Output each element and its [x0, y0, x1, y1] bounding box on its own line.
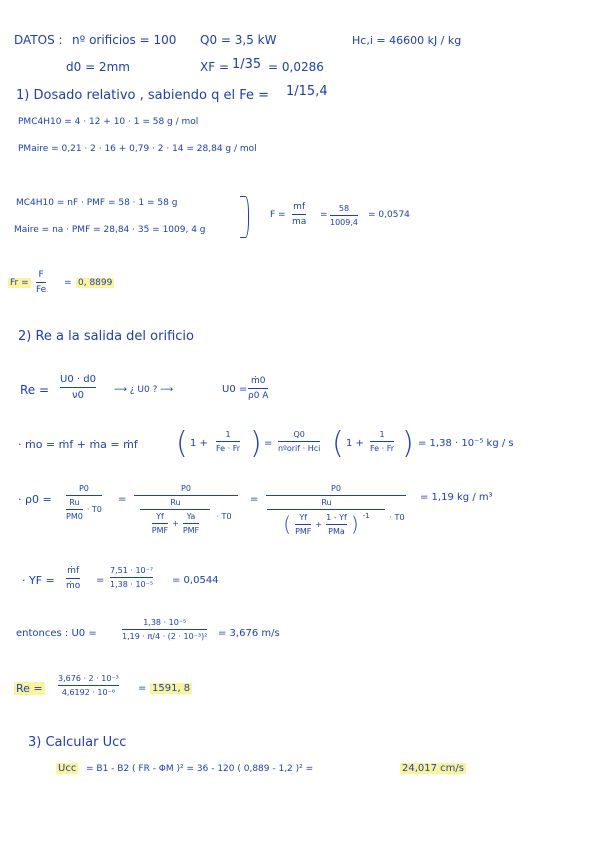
mo-frac-1-den: Fe · Fr [216, 444, 241, 453]
rho-f3-ya-frac [326, 513, 347, 536]
rho-lhs: · ρ0 = [18, 493, 52, 506]
ucc-result: 24,017 cm/s [402, 763, 464, 774]
datos-norificios: nº orificios = 100 [72, 33, 177, 47]
datos-xf-res: = 0,0286 [268, 60, 324, 74]
re-fraction [60, 374, 96, 401]
pm-aire-line: PMaire = 0,21 · 2 · 16 + 0,79 · 2 · 14 = 28,84 g / mol [18, 144, 257, 154]
f-fraction [292, 202, 306, 227]
mo-frac-1-num: 1 [225, 430, 231, 439]
ucc-rhs: = B1 - B2 ( FR - ΦM )² = 36 - 120 ( 0,889 - 1,2 )² = [86, 764, 314, 774]
rho-f2-t: · T0 [216, 512, 232, 521]
rho-f3-ya: 1 - Yf [326, 512, 347, 522]
mo-lhs: · ṁo = ṁf + ṁa = ṁf [18, 438, 138, 451]
rho-f1-den-num: Ru [69, 498, 80, 507]
rho-f2-pmf: PMF [151, 526, 169, 535]
ucc-lhs: Ucc [58, 763, 77, 774]
f-fraction-2 [330, 204, 358, 227]
rho-f3-exp: -1 [362, 512, 370, 520]
u0-num: ṁ0 [250, 376, 266, 386]
rho-f3-num: P0 [331, 484, 341, 493]
rho-f1-inner-frac [66, 498, 83, 521]
rho-eq-1: = [118, 494, 127, 505]
re2-lhs: Re = [16, 682, 43, 695]
u0-fraction [248, 376, 268, 401]
mo-result: = 1,38 · 10⁻⁵ kg / s [418, 438, 514, 449]
mo-q-num: Q0 [293, 430, 305, 439]
u0-den: ρ0 A [248, 391, 269, 401]
curly-bracket [240, 196, 249, 238]
ent-num: 1,38 · 10⁻⁵ [143, 618, 187, 627]
rho-f3-den [267, 498, 404, 536]
pm-c4h10-line: PMC4H10 = 4 · 12 + 10 · 1 = 58 g / mol [18, 117, 199, 127]
rho-f1-inner-bar [66, 509, 83, 510]
rho-f2-yf-frac [152, 512, 168, 535]
rho-f2-den [140, 498, 231, 535]
fr-fraction [36, 270, 46, 295]
rho-f3-paren-open: ( [283, 512, 292, 536]
re2-num: 3,676 · 2 · 10⁻³ [58, 674, 119, 683]
m-aire-line: Maire = na · PMF = 28,84 · 35 = 1009, 4 g [14, 225, 206, 235]
yf-result: = 0,0544 [172, 575, 219, 586]
u0-lhs: U0 = [222, 384, 248, 395]
mo-q-bar [278, 441, 320, 442]
rho-f2-bar [134, 495, 238, 496]
rho-f3-yf: Yf [299, 512, 308, 522]
rho-result: = 1,19 kg / m³ [420, 492, 493, 503]
u0-bar [248, 388, 268, 389]
rho-f2-yf: Yf [156, 512, 164, 521]
rho-f2-inner-bar [140, 509, 210, 510]
section-1-fe-value: 1/15,4 [286, 84, 328, 99]
rho-f2-pma: PMF [182, 526, 200, 535]
rho-f1-num: P0 [78, 484, 89, 493]
datos-d0: d0 = 2mm [66, 60, 130, 74]
re-den: ν0 [71, 390, 84, 401]
rho-f3-inner-den [283, 512, 369, 536]
mo-frac-1-bar [216, 441, 240, 442]
mo-frac-2-bar [370, 441, 394, 442]
ent-lhs: entonces : U0 = [16, 628, 97, 639]
rho-f3-pmf: PMF [295, 526, 312, 536]
mo-paren-close: ) [250, 426, 262, 461]
rho-f3-yf-bar [295, 524, 311, 525]
re2-frac [58, 674, 119, 697]
datos-xf-lhs: XF = [200, 60, 229, 74]
mo-one: 1 + [190, 438, 208, 449]
rho-f1-bar [66, 495, 102, 496]
section-2-title: 2) Re a la salida del orificio [18, 329, 194, 344]
rho-frac-3 [266, 484, 406, 536]
re-num: U0 · d0 [60, 374, 96, 385]
fr-lhs: Fr = [10, 278, 29, 288]
mo-frac-2-num: 1 [379, 430, 385, 439]
datos-hci: Hc,i = 46600 kJ / kg [352, 34, 462, 47]
mo-paren2-close: ) [402, 426, 414, 461]
datos-xf-frac: 1/35 [232, 57, 262, 72]
mo-frac-2-den: Fe · Fr [370, 444, 395, 453]
yf-frac-2 [110, 566, 153, 589]
re2-result: 1591, 8 [152, 683, 191, 694]
rho-f2-ya-bar [183, 523, 199, 524]
rho-f3-inner [267, 498, 385, 536]
f-den2: 1009,4 [330, 218, 358, 227]
f-lhs: F = [270, 210, 286, 220]
yf-num: ṁf [67, 566, 80, 576]
rho-f3-ya-bar [326, 524, 347, 525]
fr-num: F [38, 270, 44, 280]
rho-f2-ru: Ru [170, 498, 181, 507]
yf-bar2 [110, 577, 153, 578]
rho-f2-ya-frac [183, 512, 199, 535]
rho-f3-paren-close: ) [350, 512, 359, 536]
section-1-title: 1) Dosado relativo , sabiendo q el Fe = [16, 88, 269, 103]
yf-lhs: · YF = [22, 574, 55, 587]
re2-bar [58, 685, 119, 686]
re2-eq: = [138, 683, 147, 694]
mo-frac-2 [370, 430, 394, 453]
mo-paren2-open: ( [332, 426, 344, 461]
mo-frac-1 [216, 430, 240, 453]
ent-frac [122, 618, 207, 641]
section-3-title: 3) Calcular Ucc [28, 735, 127, 750]
rho-eq-2: = [250, 494, 259, 505]
fr-bar [36, 282, 46, 283]
rho-f3-bar [266, 495, 406, 496]
f-bar [292, 214, 306, 215]
m-c4h10-line: MC4H10 = nF · PMF = 58 · 1 = 58 g [16, 198, 178, 208]
fr-eq: = [64, 278, 72, 288]
rho-f1-den-den: PM0 [66, 512, 83, 521]
yf-den: ṁo [66, 581, 81, 591]
rho-f3-yf-frac [295, 513, 311, 536]
datos-label: DATOS : [14, 33, 63, 47]
rho-f2-inner-den [152, 512, 199, 535]
rho-f2-ya: Ya [186, 512, 196, 521]
mo-q-frac [278, 430, 320, 453]
fr-den: Fe [36, 285, 47, 295]
re2-den: 4,6192 · 10⁻⁶ [61, 688, 116, 697]
rho-f2-plus: + [172, 519, 179, 528]
rho-f2-inner [140, 498, 210, 535]
rho-f1-t: · T0 [86, 505, 102, 514]
mo-eq: = [264, 438, 273, 449]
rho-frac-1 [66, 484, 102, 521]
ent-result: = 3,676 m/s [218, 628, 280, 639]
f-eq2: = [320, 210, 328, 220]
yf-num2: 7,51 · 10⁻⁷ [110, 566, 154, 575]
yf-bar [66, 578, 80, 579]
rho-f3-pma: PMa [328, 526, 345, 536]
rho-frac-2 [134, 484, 238, 535]
rho-f3-inner-bar [267, 509, 385, 510]
rho-f3-t: · T0 [389, 512, 405, 522]
re-arrow-text: ⟶ ¿ U0 ? ⟶ [114, 385, 174, 395]
ent-bar [122, 629, 207, 630]
f-bar2 [330, 215, 358, 216]
yf-den2: 1,38 · 10⁻⁵ [110, 580, 154, 589]
f-result: = 0,0574 [368, 210, 410, 220]
re-lhs: Re = [20, 383, 50, 397]
yf-eq: = [96, 575, 105, 586]
rho-f2-num: P0 [181, 484, 191, 493]
rho-f2-yf-bar [152, 523, 168, 524]
mo-q-den: nºorif · Hci [278, 444, 321, 453]
datos-q0: Q0 = 3,5 kW [200, 33, 277, 47]
yf-frac-1 [66, 566, 80, 591]
f-den: ma [292, 217, 307, 227]
rho-f3-ru: Ru [321, 498, 332, 507]
fr-result: 0, 8899 [78, 278, 113, 288]
mo-one-2: 1 + [346, 438, 364, 449]
rho-f3-plus: + [315, 519, 323, 529]
f-num: mf [293, 202, 306, 212]
mo-paren-open: ( [176, 426, 188, 461]
rho-f1-den [66, 498, 102, 521]
ent-den: 1,19 · π/4 · (2 · 10⁻³)² [122, 632, 208, 641]
f-num2: 58 [338, 204, 350, 213]
re-bar [60, 387, 96, 388]
